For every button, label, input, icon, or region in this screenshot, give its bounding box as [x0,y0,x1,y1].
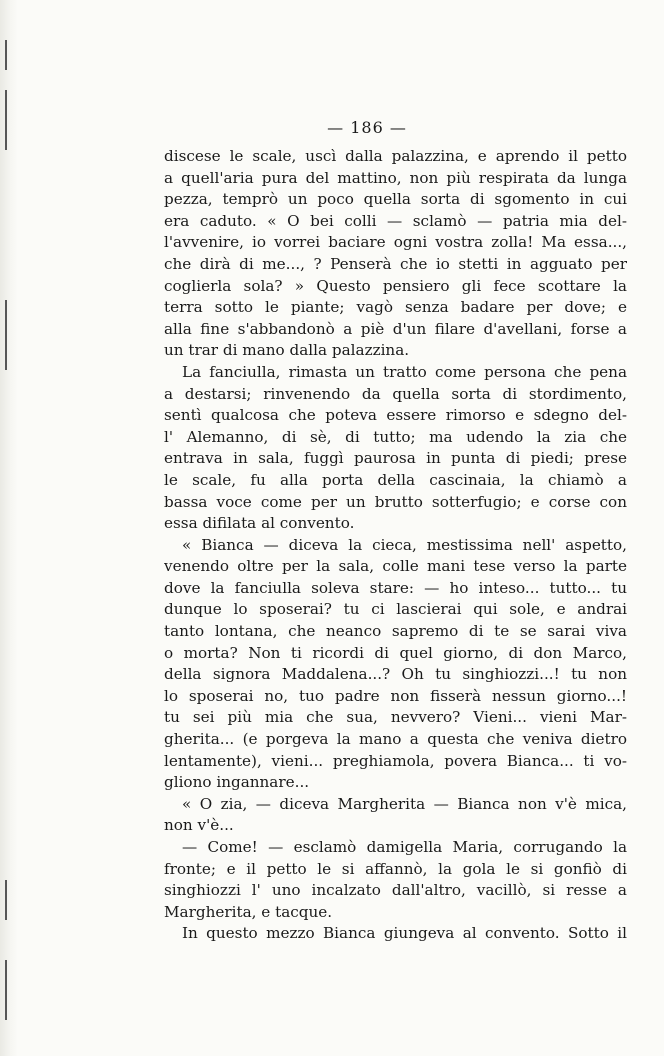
text-line: bassa voce come per un brutto sotterfugio; e corse con [164,492,627,511]
text-line: essa difilata al convento. [164,514,355,533]
text-line: tanto lontana, che neanco sapremo di te se sarai viva [164,622,627,641]
text-line: gherita... (e porgeva la mano a questa che veniva dietro [164,730,627,749]
text-line: « O zia, — diceva Margherita — Bianca non v'è mica, [182,794,627,813]
text-line: o morta? Non ti ricordi di quel giorno, di don Marco, [164,643,627,662]
text-line: discese le scale, uscì dalla palazzina, e aprendo il petto [164,147,627,165]
text-line: dunque lo sposerai? tu ci lascierai qui sole, e andrai [164,600,627,619]
text-line: a destarsi; rinvenendo da quella sorta di stordimento, [164,384,627,403]
text-line: lentamente), vieni... preghiamola, povera Bianca... ti vo- [164,751,627,770]
text-line: — Come! — esclamò damigella Maria, corrugando la [182,838,627,856]
text-line: gliono ingannare... [164,773,310,792]
text-line: lo sposerai no, tuo padre non fisserà nessun giorno...! [164,686,627,705]
text-line: l'avvenire, io vorrei baciare ogni vostra zolla! Ma essa..., [164,233,627,252]
text-line: le scale, fu alla porta della cascinaia, la chiamò a [164,470,627,489]
text-line: pezza, temprò un poco quella sorta di sgomento in cui [164,190,627,209]
text-line: singhiozzi l' uno incalzato dall'altro, vacillò, si resse a [164,881,627,900]
text-line: « Bianca — diceva la cieca, mestissima nell' aspetto, [182,535,627,554]
text-line: venendo oltre per la sala, colle mani tese verso la parte [164,557,627,576]
text-line: coglierla sola? » Questo pensiero gli fece scottare la [164,276,627,295]
text-line: fronte; e il petto le si affannò, la gola le si gonfiò di [164,859,627,878]
text-line: era caduto. « O bei colli — sclamò — patria mia del- [164,211,627,230]
text-line: tu sei più mia che sua, nevvero? Vieni... vieni Mar- [164,708,627,727]
text-line: a quell'aria pura del mattino, non più respirata da lunga [164,168,627,187]
text-line: un trar di mano dalla palazzina. [164,341,410,360]
text-line: terra sotto le piante; vagò senza badare per dove; e [164,298,627,317]
text-line: Margherita, e tacque. [164,902,333,921]
text-line: alla fine s'abbandonò a piè d'un filare d'avellani, forse a [164,319,627,338]
text-line: sentì qualcosa che poteva essere rimorso e sdegno del- [164,406,627,425]
page-binding-edge [0,0,18,1056]
text-line: entrava in sala, fuggì paurosa in punta di piedi; prese [164,449,627,468]
page-number: — 186 — [327,118,407,137]
text-line: che dirà di me..., ? Penserà che io stetti in agguato per [164,254,627,273]
text-line: l' Alemanno, di sè, di tutto; ma udendo la zia che [164,427,627,446]
text-line: La fanciulla, rimasta un tratto come persona che pena [182,362,627,381]
text-line: della signora Maddalena...? Oh tu singhiozzi...! tu non [164,665,627,684]
body-text [164,146,627,945]
text-line: dove la fanciulla soleva stare: — ho inteso... tutto... tu [164,578,627,597]
text-line: non v'è... [164,816,234,835]
text-line: In questo mezzo Bianca giungeva al convento. Sotto il [182,924,627,943]
